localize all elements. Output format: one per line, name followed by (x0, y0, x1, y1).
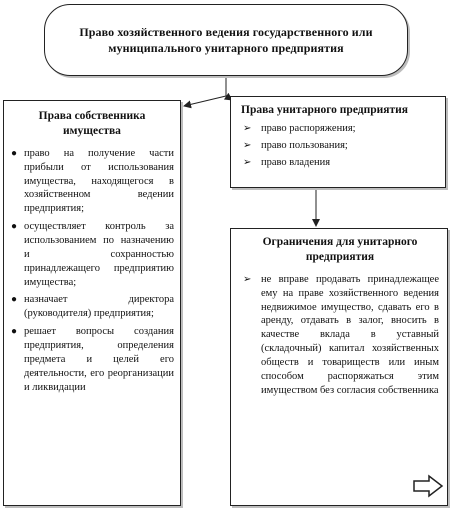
enterprise-rights-box (230, 96, 446, 188)
bullet-icon: ● (11, 147, 18, 159)
owner-rights-list (10, 147, 174, 395)
list-item: ● осуществляет контроль за использованием по назначению и сохранностью принадлежащего предприятию имущества; (11, 221, 174, 288)
owner-rights-heading: Права собственника имущества (38, 110, 146, 137)
limitations-list (241, 273, 439, 398)
bullet-icon: ● (11, 294, 18, 306)
arrow-bullet-icon: ➢ (243, 273, 252, 285)
limitations-box (230, 228, 448, 506)
arrow-bullet-icon: ➢ (243, 122, 252, 134)
list-item: ➢ право распоряжения; (243, 122, 356, 134)
bullet-icon: ● (11, 326, 18, 338)
arrow-bullet-icon: ➢ (243, 156, 252, 168)
connector-to-owner-box (184, 96, 226, 106)
bullet-icon: ● (11, 221, 18, 233)
enterprise-rights-heading: Права унитарного предприятия (241, 104, 408, 116)
diagram-title: Право хозяйственного ведения государственного или муниципального унитарного предприятия (79, 24, 373, 55)
title-box (44, 4, 408, 76)
owner-rights-box (3, 100, 181, 506)
list-item: ● назначает директора (руководителя) предприятия; (11, 294, 174, 320)
limitations-heading: Ограничения для унитарного предприятия (262, 236, 418, 263)
list-item: ● право на получение части прибыли от использования имущества, находящегося в хозяйственном ведении предприятия; (11, 147, 174, 215)
list-item: ➢ право владения (243, 156, 331, 168)
arrow-bullet-icon: ➢ (243, 139, 252, 151)
enterprise-rights-list (241, 122, 435, 170)
list-item: ● решает вопросы создания предприятия, определения предмета и целей его деятельности, его реорганизации и ликвидации (11, 326, 174, 393)
list-item: ➢ не вправе продавать принадлежащее ему на праве хозяйственного ведения недвижимое имущество, сдавать его в аренду, отдавать в залог, вносить в качестве вклада в уставный (складочный) капитал хозяйственных обществ и товариществ или иным способом распоряжаться этим имуществом без согласия собственника (243, 273, 439, 396)
list-item: ➢ право пользования; (243, 139, 348, 151)
right-arrow-icon[interactable] (412, 474, 444, 498)
